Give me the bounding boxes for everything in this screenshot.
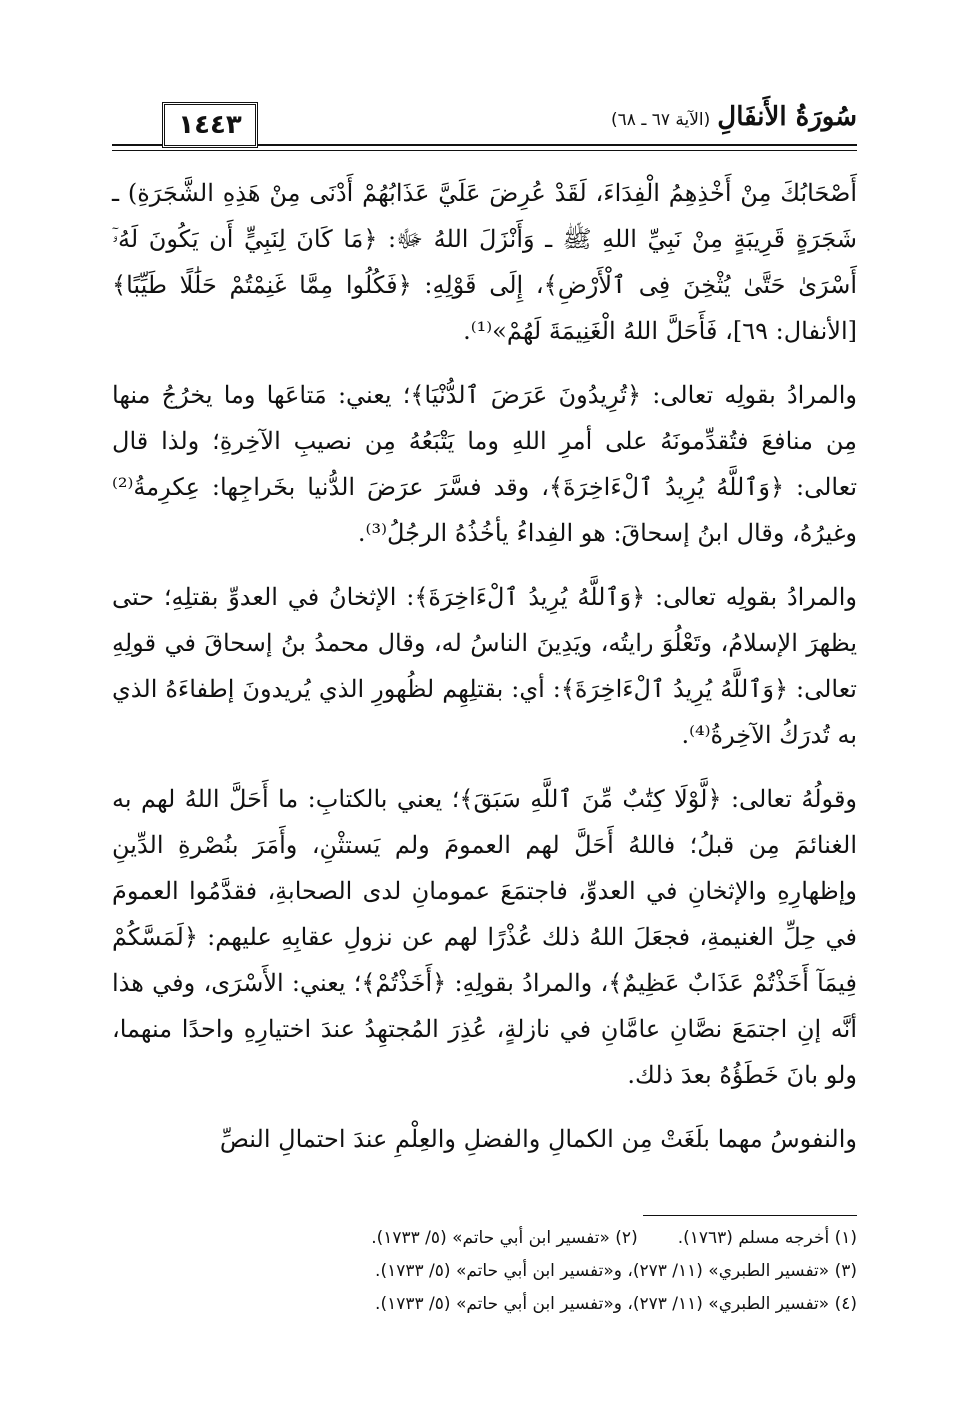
page-header	[112, 96, 857, 158]
footnote-4: (٤) «تفسير الطبري» (١١/ ٢٧٣)، و«تفسير ابن أبي حاتم» (٥/ ١٧٣٣).	[375, 1294, 857, 1314]
footnote-3: (٣) «تفسير الطبري» (١١/ ٢٧٣)، و«تفسير ابن أبي حاتم» (٥/ ١٧٣٣).	[375, 1261, 857, 1281]
footnotes	[112, 1222, 857, 1321]
main-text	[112, 170, 857, 1180]
running-head	[603, 102, 857, 132]
footnote-separator	[643, 1215, 857, 1216]
footnote-1: (١) أخرجه مسلم (١٧٦٣).	[677, 1228, 857, 1248]
footnote-2: (٢) «تفسير ابن أبي حاتم» (٥/ ١٧٣٣).	[371, 1228, 638, 1248]
paragraph-5: والنفوسُ مهما بلَغَتْ مِن الكمالِ والفضلِ والعِلْمِ عندَ احتمالِ النصِّ	[219, 1125, 857, 1153]
paragraph-1: أَصْحَابُكَ مِنْ أَخْذِهِمُ الْفِدَاءَ، لَقَدْ عُرِضَ عَلَيَّ عَذَابُهُمْ أَدْنَى مِنْ هَذِهِ الشَّجَرَةِ) ـ شَجَرَةٍ قَرِيبَةٍ مِنْ نَبِيِّ اللهِ ﷺ ـ وَأَنْزَلَ اللهُ ﷻ: ﴿مَا كَانَ لِنَبِيٍّ أَن يَكُونَ لَهُۥٓ أَسْرَىٰ حَتَّىٰ يُثْخِنَ فِى ٱلْأَرْضِ﴾، إِلَى قَوْلِهِ: ﴿فَكُلُوا مِمَّا غَنِمْتُمْ حَلَٰلًا طَيِّبًا﴾ [الأنفال: ٦٩]، فَأَحَلَّ اللهُ الْغَنِيمَةَ لَهُمْ»⁽¹⁾.	[112, 179, 857, 345]
page-number: ١٤٤٣	[162, 102, 258, 148]
footnote-row	[112, 1222, 857, 1255]
ayat-range: (الآية ٦٧ ـ ٦٨)	[611, 110, 711, 130]
paragraph-2: والمرادُ بقولِه تعالى: ﴿تُرِيدُونَ عَرَضَ ٱلدُّنْيَا﴾؛ يعني: مَتاعَها وما يخرُجُ منها مِن منافعَ فتُقدِّمونَهُ على أمرِ اللهِ وما يَتْبَعُهُ مِن نصيبِ الآخِرةِ؛ ولذا قال تعالى: ﴿وَٱللَّهُ يُرِيدُ ٱلْءَاخِرَةَ﴾، وقد فسَّرَ عرَضَ الدُّنيا بخَراجِها: عِكرِمةُ⁽²⁾ وغيرُهُ، وقال ابنُ إسحاقَ: هو الفِداءُ يأخُذُهُ الرجُلُ⁽³⁾.	[112, 381, 857, 547]
header-rule-thin	[112, 150, 857, 151]
paragraph-3: والمرادُ بقولِه تعالى: ﴿وَٱللَّهُ يُرِيدُ ٱلْءَاخِرَةَ﴾: الإثخانُ في العدوِّ بقتلِهِ؛ حتى يظهرَ الإسلامُ، وتَعْلُوَ رايتُه، ويَدِينَ الناسُ له، وقال محمدُ بنُ إسحاقَ في قولِهِ تعالى: ﴿وَٱللَّهُ يُرِيدُ ٱلْءَاخِرَةَ﴾: أي: بقتلِهِم لظُهورِ الذي يُريدونَ إطفاءَهُ الذي به تُدرَكُ الآخِرةُ⁽⁴⁾.	[112, 583, 857, 749]
surah-title: سُورَةُ الأَنفَالِ	[717, 102, 857, 132]
paragraph-4: وقولُهُ تعالى: ﴿لَّوْلَا كِتَٰبٌ مِّنَ ٱللَّهِ سَبَقَ﴾؛ يعني بالكتابِ: ما أَحَلَّ اللهُ لهم به الغنائمَ مِن قبلُ؛ فاللهُ أَحَلَّ لهم العمومَ ولم يَستثْنِ، وأَمَرَ بنُصْرةِ الدِّينِ وإظهارِهِ والإثخانِ في العدوِّ، فاجتمَعَ عمومانِ لدى الصحابةِ، فقدَّمُوا العمومَ في حِلِّ الغنيمةِ، فجعَلَ اللهُ ذلك عُذْرًا لهم عن نزولِ عقابِهِ عليهم: ﴿لَمَسَّكُمْ فِيمَآ أَخَذْتُمْ عَذَابٌ عَظِيمٌ﴾، والمرادُ بقولِهِ: ﴿أَخَذْتُمْ﴾؛ يعني: الأَسْرَى، وفي هذا أنَّه إنِ اجتمَعَ نصَّانِ عامَّانِ في نازلةٍ، عُذِرَ المُجتهِدُ عندَ اختيارِهِ واحدًا منهما، ولو بانَ خَطَؤُهُ بعدَ ذلك.	[112, 785, 858, 1089]
